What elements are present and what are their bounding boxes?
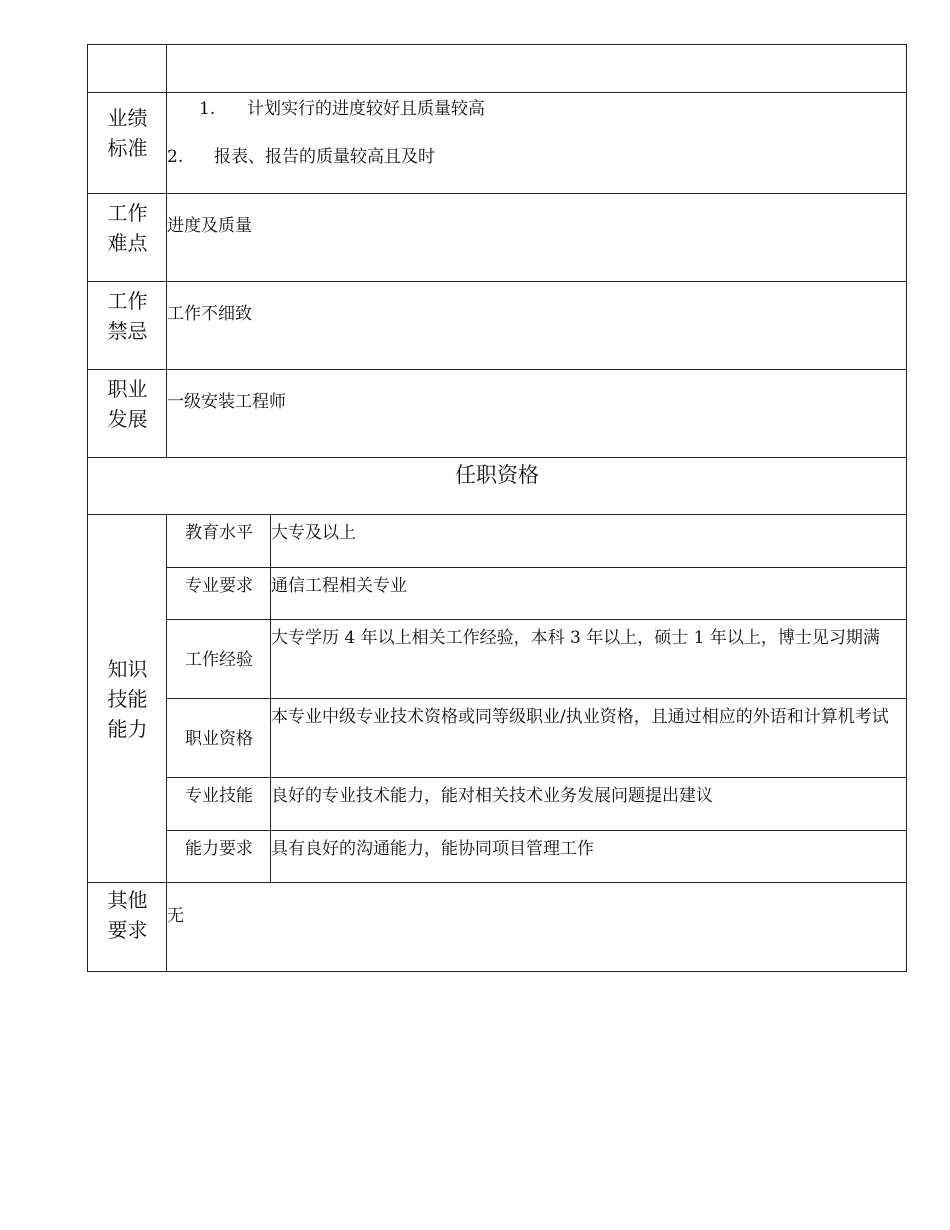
knowledge-row-value: 良好的专业技术能力，能对相关技术业务发展问题提出建议 [271, 786, 713, 806]
empty-content-cell [166, 44, 907, 93]
career-label-cell [87, 369, 167, 458]
knowledge-row-value-cell [270, 698, 907, 778]
knowledge-row-value-cell [270, 619, 907, 699]
other-label: 其他要求 [107, 888, 148, 942]
other-content-cell [166, 882, 907, 972]
knowledge-row-value: 本专业中级专业技术资格或同等级职业/执业资格，且通过相应的外语和计算机考试 [271, 707, 889, 727]
performance-label: 业绩标准 [107, 106, 148, 160]
performance-item-2-number: 2. [167, 147, 184, 167]
knowledge-label-cell [87, 514, 167, 883]
knowledge-row-name-cell [166, 830, 271, 883]
career-content-cell [166, 369, 907, 458]
other-label-cell [87, 882, 167, 972]
difficulty-value: 进度及质量 [167, 216, 252, 236]
knowledge-row-name: 专业技能 [185, 786, 253, 806]
qualification-heading: 任职资格 [455, 463, 539, 487]
knowledge-row-value-cell [270, 830, 907, 883]
career-label: 职业发展 [107, 377, 148, 431]
taboo-label-cell [87, 281, 167, 370]
career-value: 一级安装工程师 [167, 392, 286, 412]
other-value: 无 [167, 906, 184, 926]
taboo-value: 工作不细致 [167, 304, 252, 324]
knowledge-row-name-cell [166, 567, 271, 620]
knowledge-row-name-cell [166, 514, 271, 568]
difficulty-label: 工作难点 [107, 201, 148, 255]
knowledge-row-value-cell [270, 567, 907, 620]
knowledge-row-name-cell [166, 619, 271, 699]
knowledge-row-name: 工作经验 [185, 649, 253, 670]
knowledge-row-value: 大专及以上 [271, 523, 356, 543]
empty-label-cell [87, 44, 167, 93]
qualification-heading-cell [87, 457, 907, 515]
performance-label-cell [87, 92, 167, 194]
taboo-content-cell [166, 281, 907, 370]
performance-item-1: 计划实行的进度较好且质量较高 [247, 99, 485, 119]
knowledge-row-value: 具有良好的沟通能力，能协同项目管理工作 [271, 839, 594, 859]
knowledge-row-name-cell [166, 698, 271, 778]
difficulty-content-cell [166, 193, 907, 282]
difficulty-label-cell [87, 193, 167, 282]
knowledge-row-value: 通信工程相关专业 [271, 576, 407, 596]
knowledge-row-name: 职业资格 [185, 728, 253, 749]
performance-item-2: 报表、报告的质量较高且及时 [214, 147, 435, 167]
taboo-label: 工作禁忌 [107, 289, 148, 343]
knowledge-row-value-cell [270, 514, 907, 568]
knowledge-row-value: 大专学历 4 年以上相关工作经验，本科 3 年以上，硕士 1 年以上，博士见习期满 [271, 628, 880, 648]
knowledge-label: 知识技能能力 [107, 657, 148, 741]
performance-content-cell [166, 92, 907, 194]
knowledge-row-name: 专业要求 [185, 576, 253, 596]
knowledge-row-value-cell [270, 777, 907, 831]
performance-item-1-number: 1. [199, 99, 216, 119]
knowledge-row-name-cell [166, 777, 271, 831]
knowledge-row-name: 能力要求 [185, 839, 253, 859]
knowledge-row-name: 教育水平 [185, 523, 253, 543]
